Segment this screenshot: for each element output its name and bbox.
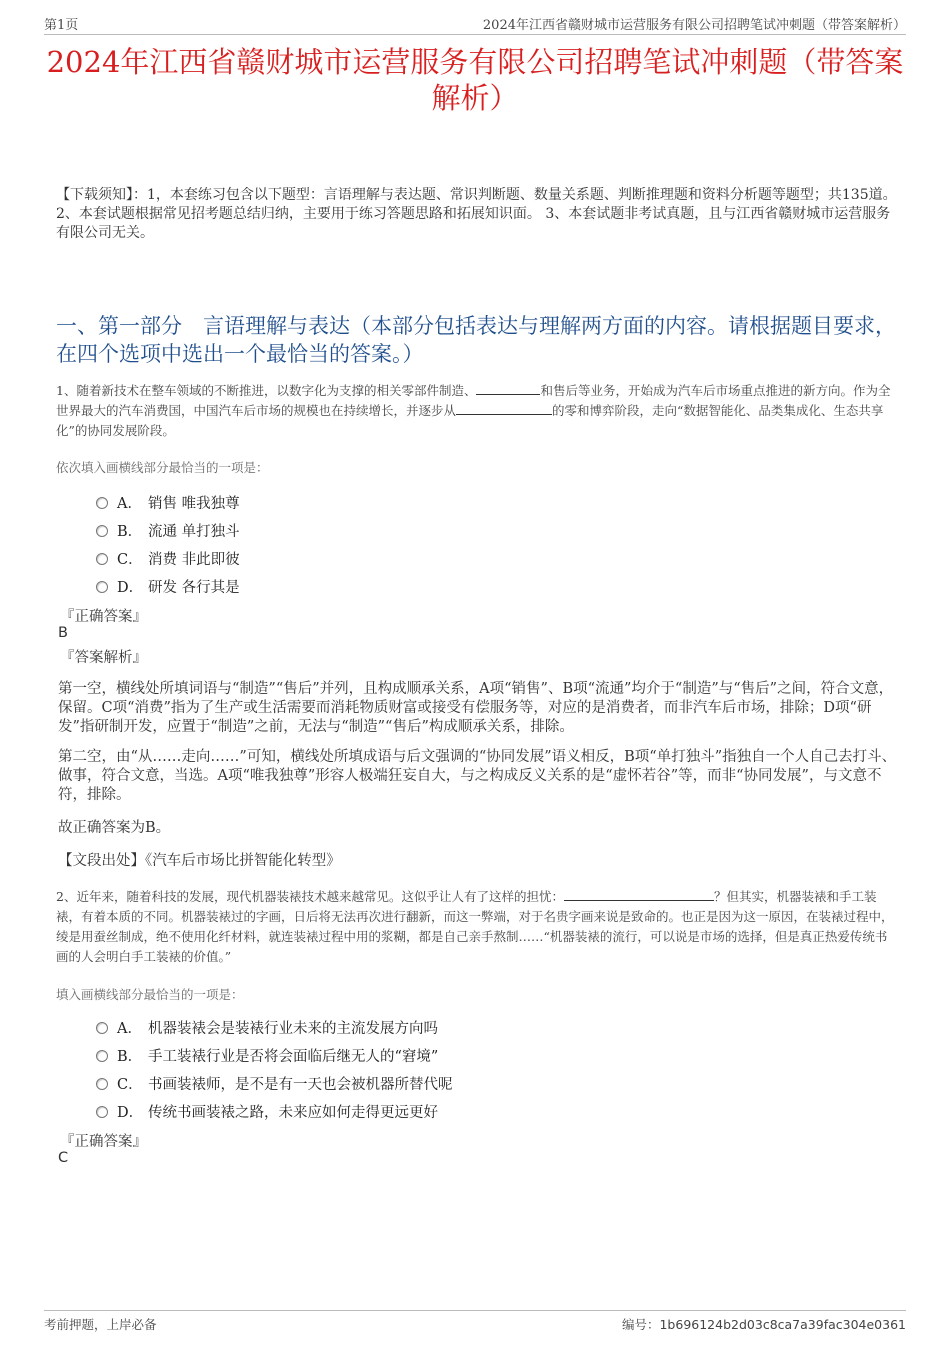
option-text: 机器装裱会是装裱行业未来的主流发展方向吗 <box>148 1021 438 1037</box>
option-letter: D． <box>117 1105 144 1121</box>
radio-icon[interactable] <box>96 553 108 565</box>
source-reference: 【文段出处】《汽车后市场比拼智能化转型》 <box>58 853 341 869</box>
radio-icon[interactable] <box>96 1106 108 1118</box>
page-header <box>44 14 906 35</box>
question-1-text <box>56 381 898 441</box>
option-letter: B． <box>117 1049 143 1065</box>
page-number: 第1页 <box>44 18 79 33</box>
correct-answer-label: 『正确答案』 <box>60 609 147 625</box>
radio-icon[interactable] <box>96 1078 108 1090</box>
document-code-label: 编号： <box>621 1317 660 1332</box>
option-letter: A． <box>117 496 142 512</box>
option-letter: D． <box>117 580 144 596</box>
analysis-paragraph-2: 第二空，由“从……走向……”可知，横线处所填成语与后文强调的“协同发展”语义相反，B项“单打独斗”指独自一个人自己去打斗、做事，符合文意，当选。A项“唯我独尊”形容人极端狂妄自大，与之构成反义关系的是“虚怀若谷”等，而非“协同发展”，与文意不符，排除。 <box>58 749 897 803</box>
header-doc-title: 2024年江西省赣财城市运营服务有限公司招聘笔试冲刺题（带答案解析） <box>482 18 906 33</box>
option-letter: C． <box>117 552 143 568</box>
option-letter: C． <box>117 1077 143 1093</box>
option-text: 消费 非此即彼 <box>148 552 240 568</box>
question-1-text-part-a: 1、随着新技术在整车领域的不断推进，以数字化为支撑的相关零部件制造、 <box>56 383 477 398</box>
document-code-value: 1b696124b2d03c8ca7a39fac304e0361 <box>659 1317 906 1332</box>
fill-blank-2 <box>456 402 552 415</box>
correct-answer: C <box>58 1150 69 1166</box>
fill-blank-3 <box>564 888 714 901</box>
document-title: 2024年江西省赣财城市运营服务有限公司招聘笔试冲刺题（带答案解析） <box>46 45 904 115</box>
option-text: 传统书画装裱之路，未来应如何走得更远更好 <box>148 1105 438 1121</box>
option-text: 研发 各行其是 <box>148 580 240 596</box>
option-text: 流通 单打独斗 <box>148 524 240 540</box>
document-code <box>622 1315 906 1333</box>
radio-icon[interactable] <box>96 1050 108 1062</box>
radio-icon[interactable] <box>96 525 108 537</box>
correct-answer: B <box>58 625 68 641</box>
fill-blank-1 <box>476 382 540 395</box>
question-2-text <box>56 887 898 967</box>
section-heading: 一、第一部分 言语理解与表达（本部分包括表达与理解两方面的内容。请根据题目要求，在四个选项中选出一个最恰当的答案。） <box>56 314 896 366</box>
radio-icon[interactable] <box>96 581 108 593</box>
download-notice: 【下载须知】：1，本套练习包含以下题型：言语理解与表达题、常识判断题、数量关系题、判断推理题和资料分析题等题型；共135道。 2、本套试题根据常见招考题总结归纳，主要用于练习答题思路和拓展知识面。 3、本套试题非考试真题，且与江西省赣财城市运营服务有限公司无关。 <box>56 187 897 241</box>
radio-icon[interactable] <box>96 1022 108 1034</box>
question-1-text-part-b: 和售后等业务，开始成为汽车后市场重点推进的新方向。作为全世界最大的汽车消费国，中国汽车后市场的规模也在持续增长，并逐步从 <box>56 383 891 418</box>
correct-answer-label: 『正确答案』 <box>60 1134 147 1150</box>
option-text: 手工装裱行业是否将会面临后继无人的“窘境” <box>148 1049 439 1065</box>
footer-slogan: 考前押题，上岸必备 <box>44 1317 157 1332</box>
question-2-text-part-b: ？但其实，机器装裱和手工装裱，有着本质的不同。机器装裱过的字画，日后将无法再次进行翻新，而这一弊端，对于名贵字画来说是致命的。也正是因为这一原因，在装裱过程中，绫是用蚕丝制成，绝不使用化纤材料，就连装裱过程中用的浆糊，都是自己亲手熬制……“机器装裱的流行，可以说是市场的选择，但是真正热爱传统书画的人会明白手工装裱的价值。” <box>56 889 894 964</box>
radio-icon[interactable] <box>96 497 108 509</box>
option-text: 书画装裱师，是不是有一天也会被机器所替代呢 <box>148 1077 453 1093</box>
analysis-conclusion: 故正确答案为B。 <box>58 820 171 836</box>
analysis-label: 『答案解析』 <box>60 650 147 666</box>
question-1-text-part-c: 的零和博弈阶段，走向“数据智能化、品类集成化、生态共享化”的协同发展阶段。 <box>56 403 884 438</box>
analysis-paragraph-1: 第一空，横线处所填词语与“制造”“售后”并列，且构成顺承关系，A项“销售”、B项“流通”均介于“制造”与“售后”之间，符合文意，保留。C项“消费”指为了生产或生活需要而消耗物质财富或接受有偿服务等，对应的是消费者，而非汽车后市场，排除；D项“研发”指研制开发，应置于“制造”之前，无法与“制造”“售后”构成顺承关系，排除。 <box>58 681 894 735</box>
question-1-prompt: 依次填入画横线部分最恰当的一项是： <box>56 460 269 475</box>
question-2-text-part-a: 2、近年来，随着科技的发展，现代机器装裱技术越来越常见。这似乎让人有了这样的担忧： <box>56 889 564 904</box>
option-text: 销售 唯我独尊 <box>148 496 240 512</box>
option-letter: A． <box>117 1021 142 1037</box>
option-letter: B． <box>117 524 143 540</box>
page-footer <box>44 1310 906 1335</box>
question-2-prompt: 填入画横线部分最恰当的一项是： <box>56 987 244 1002</box>
